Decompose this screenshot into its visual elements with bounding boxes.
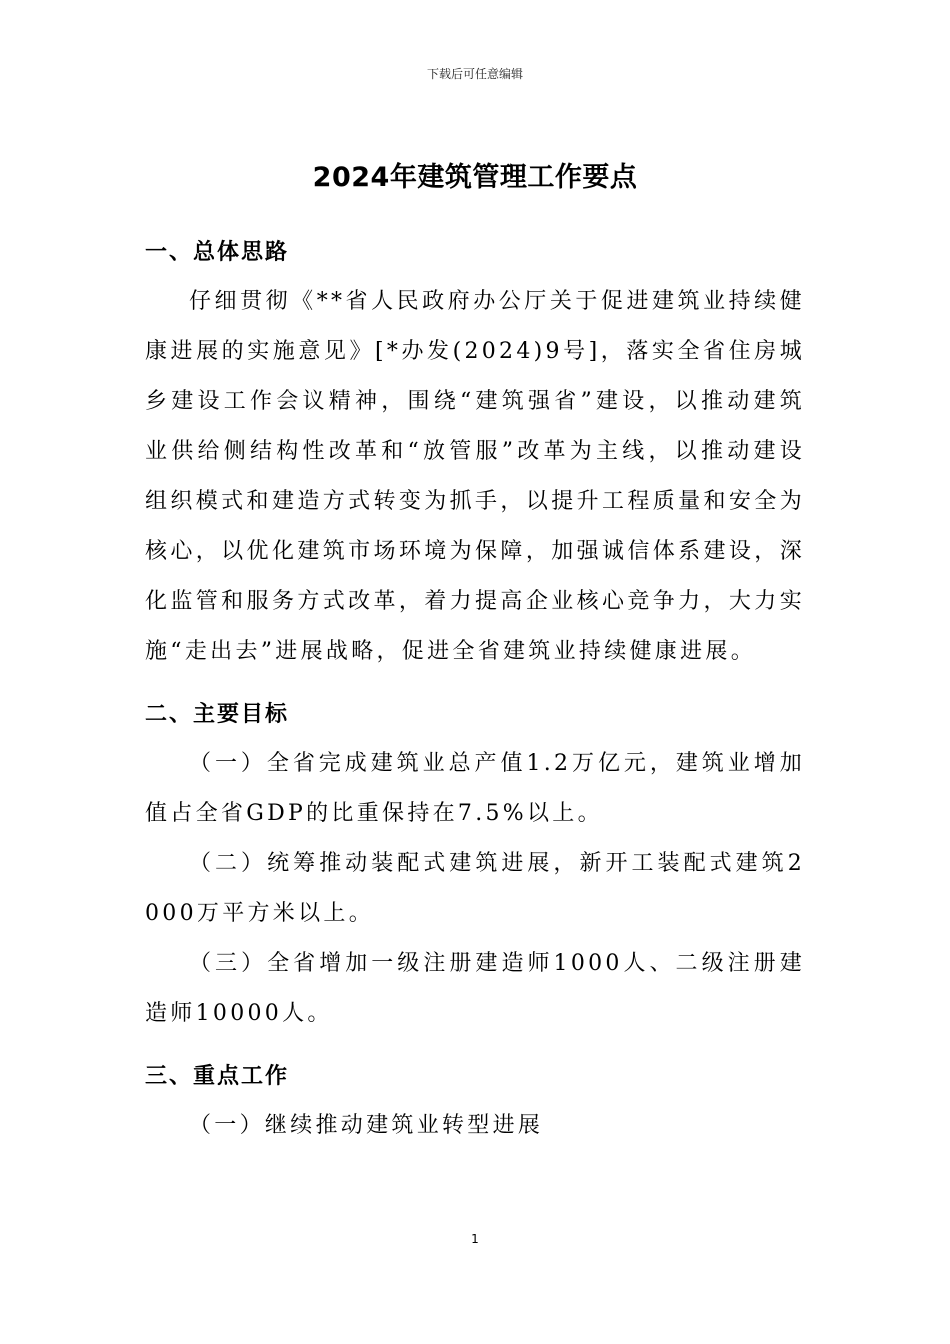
page-number: 1 <box>471 1232 479 1246</box>
page-header-note: 下载后可任意编辑 <box>426 67 523 81</box>
section-heading: 一、总体思路 <box>145 239 290 265</box>
section-overall-approach <box>145 227 805 677</box>
section-main-goals <box>145 689 805 1039</box>
section-heading: 二、主要目标 <box>145 701 290 727</box>
document-body <box>145 227 805 1151</box>
section-paragraph: （一）继续推动建筑业转型进展 <box>189 1113 544 1138</box>
section-paragraph: （三）全省增加一级注册建造师1000人、二级注册建造师10000人。 <box>145 951 805 1026</box>
section-paragraph: 仔细贯彻《**省人民政府办公厅关于促进建筑业持续健康进展的实施意见》[*办发(2024)9号]，落实全省住房城乡建设工作会议精神，围绕“建筑强省”建设，以推动建筑业供给侧结构性改革和“放管服”改革为主线，以推动建设组织模式和建造方式转变为抓手，以提升工程质量和安全为核心，以优化建筑市场环境为保障，加强诚信体系建设，深化监管和服务方式改革，着力提高企业核心竞争力，大力实施“走出去”进展战略，促进全省建筑业持续健康进展。 <box>145 289 805 664</box>
section-paragraph: （二）统筹推动装配式建筑进展，新开工装配式建筑2000万平方米以上。 <box>145 851 805 926</box>
section-heading: 三、重点工作 <box>145 1063 290 1089</box>
section-paragraph: （一）全省完成建筑业总产值1.2万亿元，建筑业增加值占全省GDP的比重保持在7.5%以上。 <box>145 751 805 826</box>
section-key-work <box>145 1051 805 1151</box>
document-title: 2024年建筑管理工作要点 <box>312 162 638 193</box>
